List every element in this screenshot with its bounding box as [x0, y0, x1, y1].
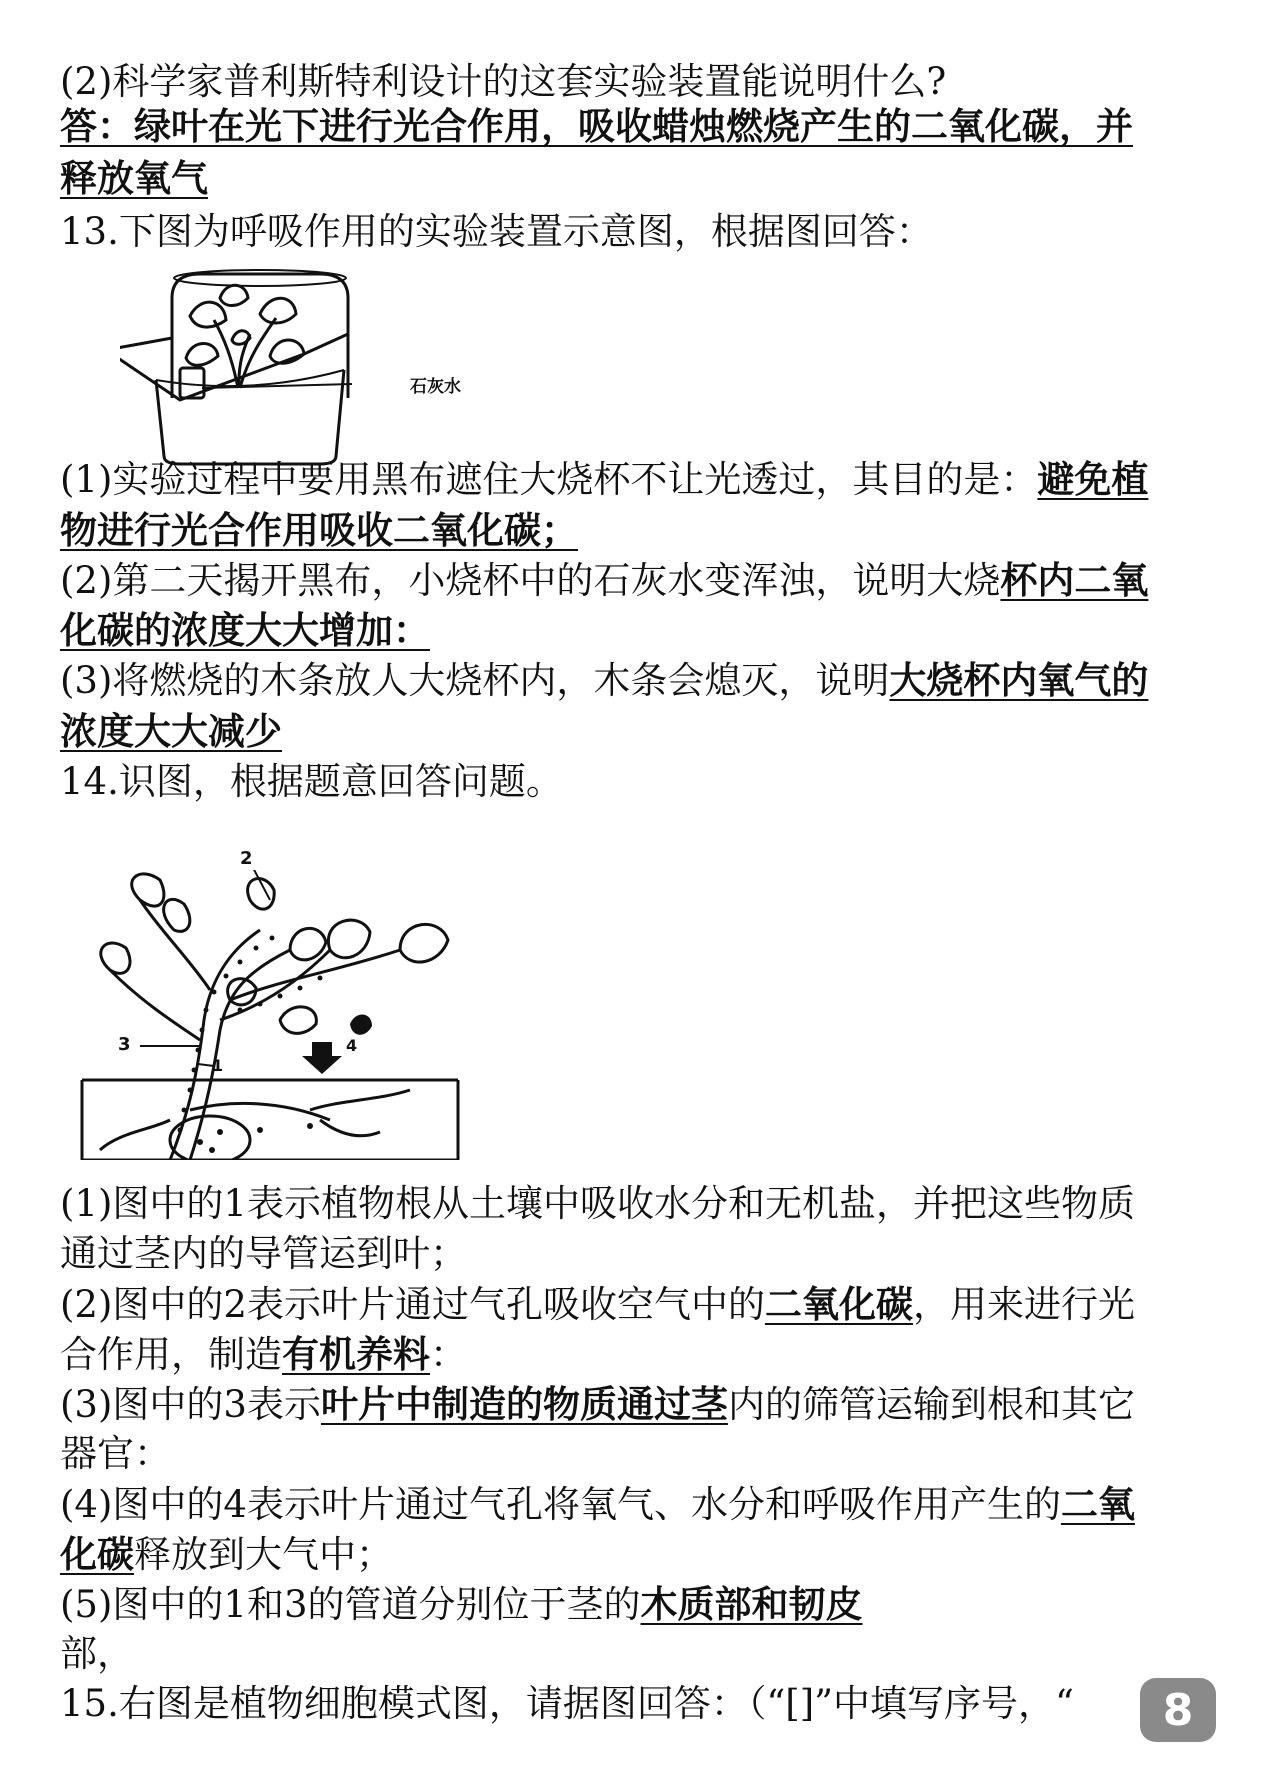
q12-sub2-answer-line1: 答：绿叶在光下进行光合作用，吸收蜡烛燃烧产生的二氧化碳，并 — [60, 104, 1133, 148]
q13-sub2-line2: 化碳的浓度大大增加： — [60, 608, 430, 652]
q12-sub2-question: (2)科学家普利斯特利设计的这套实验装置能说明什么? — [60, 60, 947, 103]
q14-sub4-line2: 化碳释放到大气中； — [60, 1532, 393, 1576]
q13-sub1-line2: 物进行光合作用吸收二氧化碳； — [60, 508, 578, 552]
fig-label-4: 4 — [346, 1036, 358, 1055]
q15-title: 15.右图是植物细胞模式图，请据图回答：（“[]”中填写序号，“ — [60, 1682, 1074, 1725]
fig-label-1: 1 — [212, 1056, 224, 1075]
q12-sub2-answer-line2: 释放氧气 — [60, 156, 208, 200]
q14-sub5-line2: 部， — [60, 1632, 134, 1675]
limewater-label: 石灰水 — [410, 377, 461, 397]
plant-transport-figure — [80, 870, 470, 1160]
q14-sub3-line2: 器官： — [60, 1432, 171, 1475]
q13-sub3-line1: (3)将燃烧的木条放人大烧杯内，木条会熄灭，说明大烧杯内氧气的 — [60, 658, 1149, 702]
fig-label-3: 3 — [118, 1034, 131, 1055]
q14-title: 14.识图，根据题意回答问题。 — [60, 760, 563, 803]
q14-sub4-line1: (4)图中的4表示叶片通过气孔将氧气、水分和呼吸作用产生的二氧 — [60, 1482, 1135, 1526]
q13-sub2-line1: (2)第二天揭开黑布，小烧杯中的石灰水变浑浊，说明大烧杯内二氧 — [60, 558, 1149, 602]
down-arrow-icon — [302, 1042, 342, 1074]
q14-sub1-line2: 通过茎内的导管运到叶； — [60, 1232, 467, 1275]
q14-sub1-line1: (1)图中的1表示植物根从土壤中吸收水分和无机盐，并把这些物质 — [60, 1182, 1135, 1225]
q13-sub3-line2: 浓度大大减少 — [60, 709, 282, 753]
q14-sub3-line1: (3)图中的3表示叶片中制造的物质通过茎内的筛管运输到根和其它 — [60, 1382, 1135, 1426]
q14-sub5-line1: (5)图中的1和3的管道分别位于茎的木质部和韧皮 — [60, 1582, 863, 1626]
q14-sub2-line2: 合作用，制造有机养料： — [60, 1332, 467, 1376]
fig-label-2: 2 — [240, 848, 253, 869]
q14-sub2-line1: (2)图中的2表示叶片通过气孔吸收空气中的二氧化碳，用来进行光 — [60, 1282, 1135, 1326]
q13-title: 13.下图为呼吸作用的实验装置示意图，根据图回答： — [60, 210, 933, 253]
q13-sub1-line1: (1)实验过程中要用黑布遮住大烧杯不让光透过，其目的是：避免植 — [60, 457, 1149, 501]
page-number-badge: 8 — [1140, 1678, 1216, 1742]
